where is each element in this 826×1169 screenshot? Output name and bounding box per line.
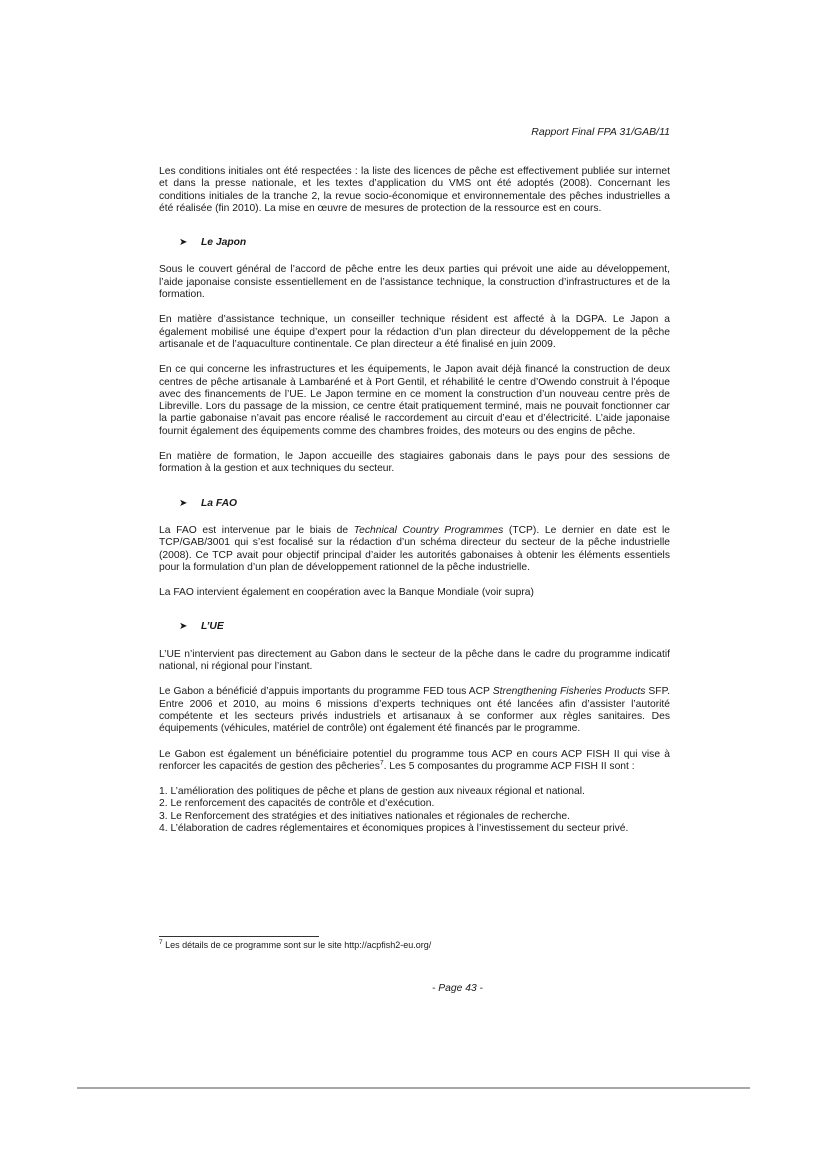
- footnote-number: 7: [159, 939, 163, 946]
- arrow-bullet-icon: ➤: [179, 621, 188, 633]
- body-content: [159, 166, 670, 835]
- footnote-reference: 7: [379, 759, 384, 767]
- section-title: Le Japon: [201, 237, 247, 249]
- text-run: (TCP). Le dernier en date est le TCP/GAB/3001 qui s’est focalisé sur la rédaction d’un schéma directeur du secteur de la pêche industrielle (2008). Ce TCP avait pour objectif principal d’aider les autorités gabonaises à obtenir les éléments essentiels pour la formulation d’un plan de développement rationnel de la pêche industrielle.: [159, 524, 670, 573]
- text-run: SFP. Entre 2006 et 2010, au moins 6 missions d’experts techniques ont été lancées afin d’assister l’autorité compétente et les secteurs privés industriels et artisanaux à se conformer aux règles sanitaires. Des équipements (véhicules, matériel de contrôle) ont également été financés par le programme.: [159, 686, 670, 735]
- paragraph: En matière d’assistance technique, un conseiller technique résident est affecté à la DGPA. Le Japon a également mobilisé une équipe d’expert pour la rédaction d’un plan directeur du développement de la pêche artisanale et de l’aquaculture continentale. Ce plan directeur a été finalisé en juin 2009.: [159, 314, 670, 350]
- arrow-bullet-icon: ➤: [179, 237, 188, 249]
- paragraph: [159, 686, 670, 735]
- section-heading-fao: [179, 498, 670, 510]
- paragraph: L’UE n’intervient pas directement au Gabon dans le secteur de la pêche dans le cadre du programme indicatif national, ni régional pour l’instant.: [159, 648, 670, 673]
- page-bottom-divider: [77, 1087, 750, 1089]
- report-header: Rapport Final FPA 31/GAB/11: [531, 126, 670, 138]
- section-heading-ue: [179, 621, 670, 633]
- component-list: [159, 786, 670, 835]
- text-run: Le Gabon est également un bénéficiaire potentiel du programme tous ACP en cours ACP FISH II qui vise à renforcer les capacités de gestion des pêcheries: [159, 748, 670, 772]
- section-title: La FAO: [201, 497, 238, 509]
- paragraph: La FAO intervient également en coopération avec la Banque Mondiale (voir supra): [159, 587, 534, 599]
- paragraph: En ce qui concerne les infrastructures et les équipements, le Japon avait déjà financé la construction de deux centres de pêche artisanale à Lambaréné et à Port Gentil, et réhabilité le centre d’Owendo construit à l’époque avec des financements de l’UE. Le Japon termine en ce moment la construction d’un nouveau centre près de Libreville. Lors du passage de la mission, ce centre était pratiquement terminé, mais ne pouvait fonctionner car la partie gabonaise n’avait pas encore réalisé le raccordement au circuit d’eau et d’électricité. L’aide japonaise fournit également des équipements comme des chambres froides, des moteurs ou des engins de pêche.: [159, 364, 670, 437]
- footnote-separator: [159, 936, 319, 937]
- italic-term: Strengthening Fisheries Products: [492, 686, 646, 698]
- footnote: [159, 940, 431, 951]
- italic-term: Technical Country Programmes: [353, 524, 504, 536]
- paragraph: [159, 749, 670, 774]
- list-item: 3. Le Renforcement des stratégies et des initiatives nationales et régionales de recherche.: [159, 810, 570, 822]
- footnote-text: Les détails de ce programme sont sur le site http://acpfish2-eu.org/: [162, 940, 432, 950]
- text-run: La FAO est intervenue par le biais de: [159, 524, 354, 536]
- list-item: 1. L’amélioration des politiques de pêche et plans de gestion aux niveaux régional et national.: [159, 786, 585, 798]
- text-run: . Les 5 composantes du programme ACP FISH II sont :: [383, 760, 635, 772]
- intro-paragraph: Les conditions initiales ont été respectées : la liste des licences de pêche est effectivement publiée sur internet et dans la presse nationale, et les textes d’application du VMS ont été adoptés (2008). Concernant les conditions initiales de la tranche 2, la revue socio-économique et environnementale des pêches industrielles a été réalisée (fin 2010). La mise en œuvre de mesures de protection de la ressource est en cours.: [159, 166, 670, 214]
- paragraph: [159, 525, 670, 574]
- page-number: - Page 43 -: [432, 983, 483, 994]
- paragraph: Sous le couvert général de l’accord de pêche entre les deux parties qui prévoit une aide au développement, l’aide japonaise consiste essentiellement en de l’assistance technique, la construction d’infrastructures et de la formation.: [159, 264, 670, 301]
- arrow-bullet-icon: ➤: [179, 497, 188, 509]
- text-run: Le Gabon a bénéficié d’appuis importants du programme FED tous ACP: [159, 686, 493, 698]
- list-item: 4. L’élaboration de cadres réglementaires et économiques propices à l’investissement du secteur privé.: [159, 822, 629, 834]
- section-title: L’UE: [201, 621, 224, 633]
- paragraph: En matière de formation, le Japon accueille des stagiaires gabonais dans le pays pour des sessions de formation à la gestion et aux techniques du secteur.: [159, 451, 670, 475]
- list-item: 2. Le renforcement des capacités de contrôle et d’exécution.: [159, 798, 435, 810]
- section-heading-japon: [179, 237, 670, 249]
